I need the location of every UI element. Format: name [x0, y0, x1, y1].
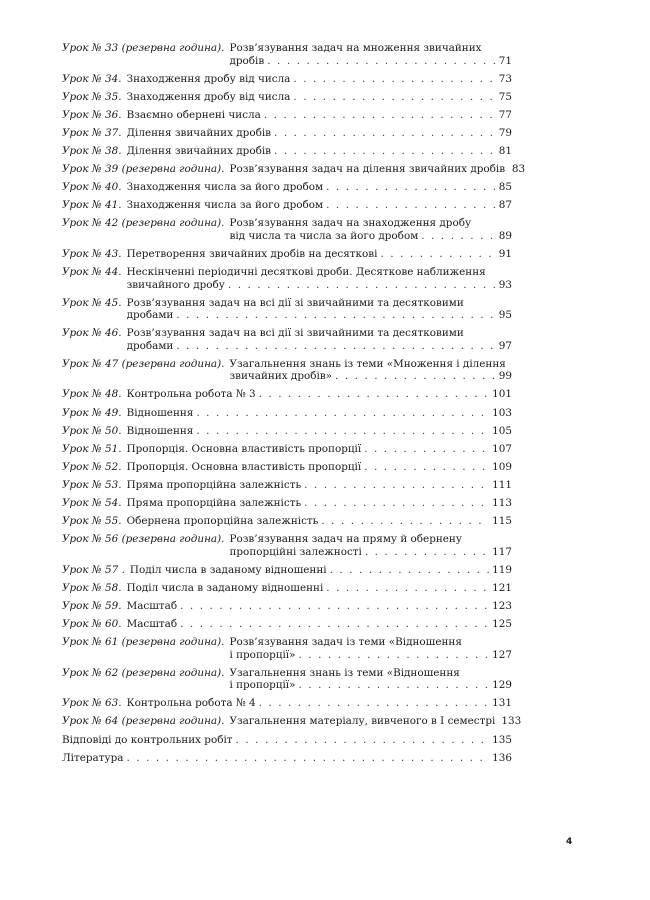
toc-entry[interactable] [62, 358, 512, 383]
toc-title-line [229, 533, 512, 546]
toc-entry[interactable] [62, 715, 522, 728]
toc-page-number: 81 [498, 144, 512, 157]
toc-dot-leader [176, 309, 495, 322]
toc-title-text: Знаходження дробу від числа [126, 90, 291, 103]
toc-entry[interactable] [62, 667, 512, 692]
toc-lesson-label: Урок № 39 (резервна година). [62, 163, 225, 176]
toc-title-line [229, 230, 512, 243]
toc-title-text: Пропорція. Основна властивість пропорції [126, 442, 362, 455]
toc-entry-body [122, 697, 512, 710]
toc-title-text: Узагальнення матеріалу, вивченого в І семестрі [229, 715, 496, 728]
toc-title-line [229, 679, 512, 692]
toc-page-number: 77 [498, 108, 512, 121]
toc-title-text: Ділення звичайних дробів [126, 144, 272, 157]
toc-lesson-label: Урок № 46. [62, 327, 122, 340]
toc-dot-leader [259, 388, 490, 401]
toc-title-line [127, 618, 512, 631]
toc-title-line [127, 582, 512, 595]
toc-title-text: Розв’язування задач на знаходження дробу [229, 217, 472, 230]
toc-page-number: 105 [492, 424, 512, 437]
toc-lesson-label: Урок № 44. [62, 266, 122, 279]
toc-page-number: 131 [492, 697, 512, 710]
toc-lesson-label: Урок № 63. [62, 697, 122, 710]
toc-title-line [229, 358, 512, 371]
toc-entry[interactable] [62, 697, 512, 710]
toc-dot-leader [365, 546, 489, 559]
toc-page-number: 73 [498, 72, 512, 85]
page-number: 4 [566, 837, 573, 847]
toc-dot-leader [326, 199, 495, 212]
toc-entry[interactable] [62, 73, 512, 86]
toc-entry-body [122, 91, 512, 104]
toc-title-line [127, 479, 512, 492]
toc-title-text: і пропорції» [229, 679, 296, 692]
toc-page-number: 85 [498, 181, 512, 194]
toc-lesson-label: Урок № 58. [62, 581, 122, 594]
toc-lesson-label: Урок № 52. [62, 460, 122, 473]
toc-title-text: Нескінченні періодичні десяткові дроби. Десяткове наближення [126, 266, 486, 279]
toc-dot-leader [326, 181, 495, 194]
toc-page-number: 127 [492, 648, 512, 661]
toc-title-line [130, 564, 512, 577]
toc-page-number: 115 [492, 515, 512, 528]
toc-page-number: 93 [498, 278, 512, 291]
toc-title-text: Обернена пропорційна залежність [126, 515, 319, 528]
toc-entry[interactable] [62, 618, 512, 631]
toc-title-line [127, 248, 512, 261]
toc-page-number: 129 [492, 679, 512, 692]
toc-entry-body [122, 461, 512, 474]
toc-title-text: Література [62, 751, 124, 764]
toc-title-line [127, 279, 512, 292]
toc-entry-body [122, 73, 512, 86]
toc-lesson-label: Урок № 43. [62, 247, 122, 260]
toc-title-line [62, 734, 512, 747]
toc-title-text: Розв’язування задач на пряму й обернену [229, 533, 462, 546]
toc-entry-body [62, 734, 512, 747]
toc-title-line [127, 497, 512, 510]
toc-entry[interactable] [62, 127, 512, 140]
toc-lesson-label: Урок № 37. [62, 126, 122, 139]
toc-entry[interactable] [62, 564, 512, 577]
toc-title-text: Знаходження числа за його дробом [126, 181, 324, 194]
toc-entry-body [122, 145, 512, 158]
toc-dot-leader [298, 679, 489, 692]
toc-dot-leader [364, 443, 489, 456]
toc-entry-body [122, 479, 512, 492]
toc-title-text: Пряма пропорційна залежність [126, 496, 302, 509]
toc-page-number: 95 [498, 309, 512, 322]
toc-page-number: 119 [492, 563, 512, 576]
toc-title-text: дробів [229, 54, 265, 67]
toc-title-line [127, 73, 512, 86]
toc-lesson-label: Урок № 40. [62, 181, 122, 194]
toc-title-line [229, 546, 512, 559]
toc-dot-leader [304, 497, 489, 510]
toc-title-text: пропорційні залежності [229, 545, 362, 558]
toc-lesson-label: Урок № 42 (резервна година). [62, 217, 225, 230]
toc-title-text: і пропорції» [229, 648, 296, 661]
toc-entry-body [125, 564, 512, 577]
toc-entry[interactable] [62, 145, 512, 158]
toc-dot-leader [304, 479, 489, 492]
toc-title-line [127, 425, 512, 438]
toc-page-number: 99 [498, 370, 512, 383]
toc-dot-leader [236, 734, 490, 747]
toc-entry-body [122, 443, 512, 456]
toc-title-text: Масштаб [126, 599, 178, 612]
toc-dot-leader [293, 91, 495, 104]
toc-dot-leader [298, 649, 489, 662]
toc-title-text: Відповіді до контрольних робіт [62, 733, 233, 746]
toc-title-text: Контрольна робота № 4 [126, 697, 256, 710]
toc-lesson-label: Урок № 57 . [62, 563, 125, 576]
toc-entry[interactable] [62, 425, 512, 438]
toc-title-text: Узагальнення знань із теми «Відношення [229, 666, 460, 679]
toc-entry[interactable] [62, 734, 512, 747]
toc-entry[interactable] [62, 479, 512, 492]
toc-lesson-label: Урок № 33 (резервна година). [62, 42, 225, 54]
toc-entry-body [122, 266, 512, 291]
toc-dot-leader [380, 248, 495, 261]
toc-title-text: Розв’язування задач на всі дії зі звичайними та десятковими [126, 327, 464, 340]
toc-dot-leader [267, 55, 495, 68]
toc-entry-body [122, 407, 512, 420]
toc-title-line [229, 715, 522, 728]
toc-entry[interactable] [62, 582, 512, 595]
toc-dot-leader [228, 279, 495, 292]
toc-title-line [127, 327, 512, 340]
toc-lesson-label: Урок № 61 (резервна година). [62, 636, 225, 649]
toc-title-line [127, 461, 512, 474]
toc-entry[interactable] [62, 181, 512, 194]
toc-title-text: дробами [126, 339, 174, 352]
toc-title-line [127, 600, 512, 613]
toc-entry-body [122, 582, 512, 595]
toc-dot-leader [293, 73, 495, 86]
toc-lesson-label: Урок № 48. [62, 388, 122, 401]
toc-title-line [229, 217, 512, 230]
toc-title-line [127, 145, 512, 158]
toc-entry-body [122, 600, 512, 613]
toc-title-text: Знаходження числа за його дробом [126, 199, 324, 212]
toc-entry[interactable] [62, 248, 512, 261]
toc-title-line [229, 649, 512, 662]
toc-dot-leader [364, 461, 489, 474]
toc-dot-leader [274, 127, 495, 140]
toc-page-number: 103 [492, 406, 512, 419]
toc-page-number: 121 [492, 581, 512, 594]
toc-entry[interactable] [62, 109, 512, 122]
toc-entry[interactable] [62, 199, 512, 212]
toc-lesson-label: Урок № 64 (резервна година). [62, 715, 225, 728]
toc-lesson-label: Урок № 35. [62, 90, 122, 103]
toc-entry[interactable] [62, 461, 512, 474]
toc-title-text: Знаходження дробу від числа [126, 72, 291, 85]
toc-entry[interactable] [62, 497, 512, 510]
toc-title-line [229, 370, 512, 383]
toc-title-line [127, 515, 512, 528]
toc-lesson-label: Урок № 50. [62, 424, 122, 437]
toc-title-line [127, 309, 512, 322]
toc-page-number: 123 [492, 599, 512, 612]
toc-entry[interactable] [62, 407, 512, 420]
toc-title-line [127, 388, 512, 401]
toc-entry-body [224, 217, 512, 242]
toc-page-number: 79 [498, 126, 512, 139]
toc-lesson-label: Урок № 54. [62, 496, 122, 509]
toc-entry-body [122, 327, 512, 352]
toc-dot-leader [335, 370, 495, 383]
toc-title-line [127, 91, 512, 104]
toc-page-number: 89 [498, 229, 512, 242]
toc-entry-body [224, 358, 512, 383]
table-of-contents [62, 42, 526, 770]
toc-entry-body [122, 618, 512, 631]
toc-entry-body [122, 181, 512, 194]
toc-title-line [229, 667, 512, 680]
toc-entry-body [122, 248, 512, 261]
toc-lesson-label: Урок № 55. [62, 515, 122, 528]
toc-title-line [127, 127, 512, 140]
toc-entry-body [224, 715, 522, 728]
toc-dot-leader [196, 407, 489, 420]
toc-title-text: Взаємно обернені числа [126, 108, 261, 121]
toc-title-text: Розв’язування задач на всі дії зі звичайними та десятковими [126, 296, 464, 309]
toc-title-text: звичайних дробів» [229, 370, 333, 383]
toc-page-number: 133 [501, 715, 522, 728]
toc-entry-body [224, 42, 512, 67]
toc-lesson-label: Урок № 47 (резервна година). [62, 357, 225, 370]
toc-dot-leader [180, 600, 489, 613]
toc-page-number: 125 [492, 618, 512, 631]
toc-entry[interactable] [62, 600, 512, 613]
toc-dot-leader [196, 425, 489, 438]
toc-title-text: Відношення [126, 424, 194, 437]
toc-title-line [127, 340, 512, 353]
toc-entry[interactable] [62, 91, 512, 104]
toc-title-line [127, 697, 512, 710]
toc-entry[interactable] [62, 515, 512, 528]
toc-title-text: Поділ числа в заданому відношенні [129, 563, 327, 576]
toc-title-text: Поділ числа в заданому відношенні [126, 581, 324, 594]
toc-lesson-label: Урок № 36. [62, 108, 122, 121]
toc-entry-body [62, 752, 512, 765]
toc-lesson-label: Урок № 53. [62, 478, 122, 491]
toc-entry-body [122, 127, 512, 140]
toc-dot-leader [264, 109, 495, 122]
toc-title-text: Контрольна робота № 3 [126, 388, 256, 401]
toc-lesson-label: Урок № 38. [62, 144, 122, 157]
toc-dot-leader [321, 515, 489, 528]
toc-page-number: 71 [498, 54, 512, 67]
toc-lesson-label: Урок № 62 (резервна година). [62, 666, 225, 679]
toc-title-line [127, 109, 512, 122]
toc-title-text: Перетворення звичайних дробів на десяткові [126, 247, 378, 260]
toc-lesson-label: Урок № 49. [62, 406, 122, 419]
toc-title-text: Розв’язування задач із теми «Відношення [229, 636, 462, 649]
toc-page-number: 83 [511, 163, 526, 176]
toc-title-text: Розв’язування задач на множення звичайних [229, 42, 482, 54]
toc-dot-leader [259, 697, 490, 710]
toc-page-number: 113 [492, 496, 512, 509]
toc-entry-body [122, 199, 512, 212]
toc-entry[interactable] [62, 163, 526, 176]
toc-lesson-label: Урок № 56 (резервна година). [62, 533, 225, 546]
toc-title-line [127, 297, 512, 310]
toc-page-number: 109 [492, 460, 512, 473]
toc-title-line [229, 636, 512, 649]
toc-lesson-label: Урок № 41. [62, 199, 122, 212]
toc-entry-body [224, 533, 512, 558]
toc-entry-body [122, 497, 512, 510]
toc-title-line [127, 407, 512, 420]
toc-page-number: 91 [498, 247, 512, 260]
toc-title-text: від числа та числа за його дробом [229, 229, 419, 242]
toc-entry-body [224, 636, 512, 661]
toc-title-line [127, 199, 512, 212]
toc-lesson-label: Урок № 45. [62, 296, 122, 309]
toc-page-number: 135 [492, 733, 512, 746]
toc-page-number: 136 [492, 751, 512, 764]
toc-title-text: Ділення звичайних дробів [126, 126, 272, 139]
toc-page-number: 75 [498, 90, 512, 103]
toc-title-text: дробами [126, 309, 174, 322]
toc-entry[interactable] [62, 388, 512, 401]
toc-title-line [62, 752, 512, 765]
toc-title-line [229, 55, 512, 68]
toc-page-number: 107 [492, 442, 512, 455]
toc-dot-leader [421, 230, 495, 243]
toc-page-number: 117 [492, 545, 512, 558]
toc-title-line [229, 163, 526, 176]
toc-page-number: 111 [492, 478, 512, 491]
toc-title-text: звичайного дробу [126, 278, 225, 291]
toc-entry-body [122, 388, 512, 401]
toc-dot-leader [274, 145, 495, 158]
toc-lesson-label: Урок № 59. [62, 599, 122, 612]
toc-entry[interactable] [62, 636, 512, 661]
toc-entry-body [224, 163, 526, 176]
toc-entry[interactable] [62, 533, 512, 558]
toc-title-text: Розв’язування задач на ділення звичайних дробів [229, 163, 506, 176]
toc-title-text: Масштаб [126, 618, 178, 631]
toc-entry-body [122, 109, 512, 122]
toc-entry[interactable] [62, 443, 512, 456]
toc-entry[interactable] [62, 752, 512, 765]
toc-page-number: 87 [498, 199, 512, 212]
toc-dot-leader [176, 340, 495, 353]
toc-title-line [127, 181, 512, 194]
toc-title-line [127, 443, 512, 456]
toc-entry-body [122, 297, 512, 322]
toc-entry-body [122, 515, 512, 528]
toc-entry[interactable] [62, 266, 512, 291]
toc-entry[interactable] [62, 217, 512, 242]
toc-entry[interactable] [62, 42, 512, 67]
toc-entry[interactable] [62, 327, 512, 352]
toc-entry-body [224, 667, 512, 692]
toc-lesson-label: Урок № 51. [62, 442, 122, 455]
toc-title-text: Відношення [126, 406, 194, 419]
toc-page-number: 101 [492, 388, 512, 401]
toc-title-line [229, 42, 512, 55]
toc-entry-body [122, 425, 512, 438]
toc-entry[interactable] [62, 297, 512, 322]
toc-dot-leader [126, 752, 489, 765]
toc-lesson-label: Урок № 34. [62, 72, 122, 85]
toc-dot-leader [330, 564, 490, 577]
toc-title-text: Пропорція. Основна властивість пропорції [126, 460, 362, 473]
toc-title-text: Пряма пропорційна залежність [126, 478, 302, 491]
toc-title-line [127, 266, 512, 279]
toc-lesson-label: Урок № 60. [62, 618, 122, 631]
toc-dot-leader [180, 618, 489, 631]
toc-dot-leader [326, 582, 489, 595]
toc-title-text: Узагальнення знань із теми «Множення і ділення [229, 357, 506, 370]
toc-page-number: 97 [498, 339, 512, 352]
